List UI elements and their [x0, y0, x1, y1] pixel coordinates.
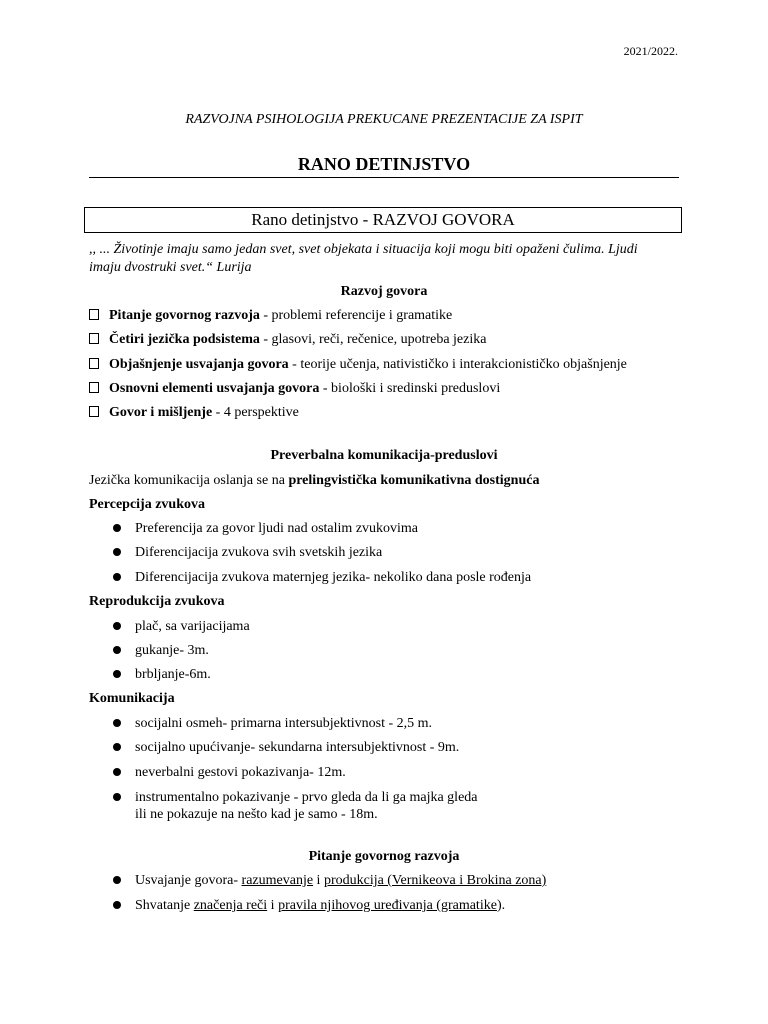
- year-label: 2021/2022.: [623, 44, 678, 58]
- bullet-icon: [113, 573, 121, 581]
- underlined-term: razumevanje: [241, 873, 314, 888]
- list-item-text: Diferencijacija zvukova svih svetskih jezika: [135, 545, 383, 560]
- list-item: [89, 332, 486, 348]
- list-item-text: socijalno upućivanje- sekundarna intersubjektivnost - 9m.: [135, 740, 460, 755]
- list-item-text: Diferencijacija zvukova maternjeg jezika- nekoliko dana posle rođenja: [135, 570, 532, 585]
- list-item-bold: Četiri jezička podsistema: [109, 332, 260, 347]
- title-underline: [89, 177, 679, 178]
- list-item: [113, 740, 459, 756]
- heading-percepcija: Percepcija zvukova: [89, 497, 205, 512]
- list-item-bold: Pitanje govornog razvoja: [109, 308, 260, 323]
- bullet-icon: [113, 793, 121, 801]
- bullet-icon: [113, 524, 121, 532]
- list-item-text: socijalni osmeh- primarna intersubjektivnost - 2,5 m.: [135, 716, 433, 731]
- quote-line-2: imaju dvostruki svet.“ Lurija: [89, 260, 252, 275]
- list-item: [113, 765, 346, 781]
- list-item: [89, 308, 452, 324]
- list-item-text: - teorije učenja, nativističko i interakcionističko objašnjenje: [288, 357, 627, 372]
- page-title: RANO DETINJSTVO: [297, 154, 471, 174]
- list-item: [89, 405, 299, 421]
- heading-reprodukcija: Reprodukcija zvukova: [89, 594, 225, 609]
- bullet-icon: [113, 719, 121, 727]
- bullet-icon: [113, 646, 121, 654]
- list-item: [89, 357, 627, 373]
- checkbox-square-icon: [89, 358, 99, 369]
- checkbox-square-icon: [89, 382, 99, 393]
- list-item-text: - biološki i sredinski preduslovi: [319, 381, 501, 396]
- list-item-bold: Osnovni elementi usvajanja govora: [109, 381, 320, 396]
- checkbox-square-icon: [89, 333, 99, 344]
- list-item-text: plač, sa varijacijama: [135, 619, 250, 634]
- heading-preverbalna: Preverbalna komunikacija-preduslovi: [270, 448, 498, 463]
- list-item-text: gukanje- 3m.: [135, 643, 209, 658]
- list-item-text-continued: ili ne pokazuje na nešto kad je samo - 18m.: [135, 807, 378, 822]
- bullet-icon: [113, 901, 121, 909]
- list-item: [113, 619, 250, 635]
- list-item: [113, 570, 531, 586]
- bullet-icon: [113, 743, 121, 751]
- bullet-icon: [113, 548, 121, 556]
- list-item-text: ).: [496, 898, 506, 913]
- list-item-text: brbljanje-6m.: [135, 667, 211, 682]
- section-title-prefix: Rano detinjstvo -: [251, 210, 373, 229]
- list-item: [113, 789, 478, 823]
- heading-razvoj-govora: Razvoj govora: [340, 284, 428, 299]
- list-item-text: Usvajanje govora-: [135, 873, 242, 888]
- underlined-term: značenja reči: [193, 898, 268, 913]
- list-item: [113, 716, 432, 732]
- bullet-icon: [113, 670, 121, 678]
- list-item-text: - problemi referencije i gramatike: [259, 308, 453, 323]
- intro-paragraph: [89, 473, 539, 489]
- list-item-text: neverbalni gestovi pokazivanja- 12m.: [135, 765, 346, 780]
- list-item-text: Shvatanje: [135, 898, 194, 913]
- list-item-text: - glasovi, reči, rečenice, upotreba jezika: [259, 332, 487, 347]
- bullet-icon: [113, 768, 121, 776]
- checkbox-square-icon: [89, 406, 99, 417]
- list-item: [89, 381, 500, 397]
- section-title-main: RAZVOJ GOVORA: [372, 210, 515, 229]
- list-item: [113, 643, 209, 659]
- heading-pitanje-govornog-razvoja: Pitanje govornog razvoja: [308, 849, 460, 864]
- heading-komunikacija: Komunikacija: [89, 691, 175, 706]
- quote: [89, 241, 689, 277]
- list-item: [113, 667, 211, 683]
- list-item-text: Preferencija za govor ljudi nad ostalim zvukovima: [135, 521, 419, 536]
- intro-text: Jezička komunikacija oslanja se na: [89, 473, 289, 488]
- document-subtitle: RAZVOJNA PSIHOLOGIJA PREKUCANE PREZENTACIJE ZA ISPIT: [185, 112, 583, 127]
- section-title-box: [84, 207, 682, 233]
- list-item-text: - 4 perspektive: [212, 405, 299, 420]
- list-item: [113, 521, 418, 537]
- list-item-text: i: [267, 898, 279, 913]
- underlined-term: pravila njihovog uređivanja (gramatike: [278, 898, 497, 913]
- bullet-icon: [113, 622, 121, 630]
- list-item-bold: Objašnjenje usvajanja govora: [109, 357, 289, 372]
- underlined-term: produkcija (Vernikeova i Brokina zona): [323, 873, 547, 888]
- list-item: [113, 873, 546, 889]
- list-item: [113, 898, 505, 914]
- list-item-text: instrumentalno pokazivanje - prvo gleda da li ga majka gleda: [135, 790, 478, 805]
- bullet-icon: [113, 876, 121, 884]
- quote-line-1: ,, ... Životinje imaju samo jedan svet, svet objekata i situacija koji mogu biti opaženi čulima. Ljudi: [89, 242, 638, 257]
- list-item-text: i: [313, 873, 324, 888]
- intro-bold: prelingvistička komunikativna dostignuća: [288, 473, 540, 488]
- checkbox-square-icon: [89, 309, 99, 320]
- list-item: [113, 545, 382, 561]
- list-item-bold: Govor i mišljenje: [109, 405, 213, 420]
